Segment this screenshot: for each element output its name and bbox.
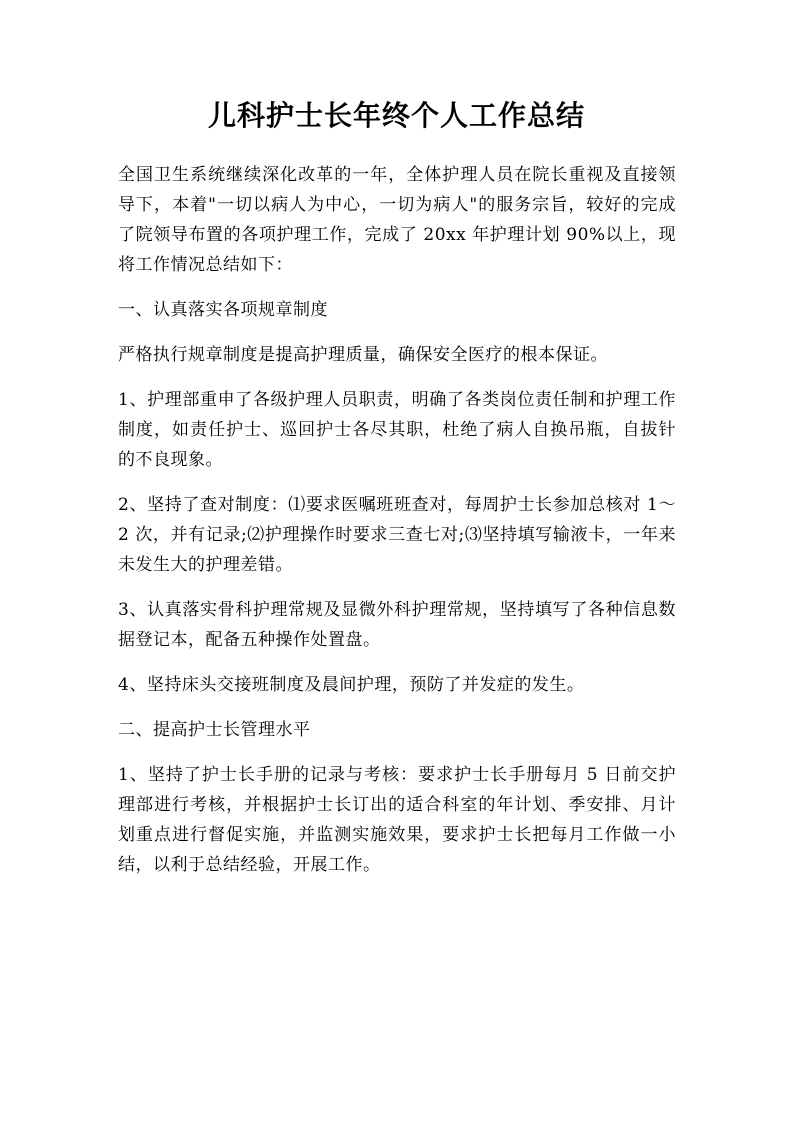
paragraph-section1-item2: 2、坚持了查对制度：⑴要求医嘱班班查对，每周护士长参加总核对 1～2 次，并有记录;⑵护理操作时要求三查七对;⑶坚持填写输液卡，一年来未发生大的护理差错。 [118, 495, 676, 575]
document-body [118, 160, 676, 895]
paragraph-section1-item1: 1、护理部重申了各级护理人员职责，明确了各类岗位责任制和护理工作制度，如责任护士、巡回护士各尽其职，杜绝了病人自换吊瓶，自拔针的不良现象。 [118, 390, 676, 470]
document-title: 儿科护士长年终个人工作总结 [207, 99, 585, 132]
section-heading-1: 一、认真落实各项规章制度 [118, 300, 328, 320]
paragraph-section1-item3: 3、认真落实骨科护理常规及显微外科护理常规，坚持填写了各种信息数据登记本，配备五种操作处置盘。 [118, 600, 676, 650]
paragraph-intro: 全国卫生系统继续深化改革的一年，全体护理人员在院长重视及直接领导下，本着"一切以病人为中心，一切为病人"的服务宗旨，较好的完成了院领导布置的各项护理工作，完成了 20xx 年护理计划 90%以上，现将工作情况总结如下： [118, 165, 676, 275]
paragraph-section2-item1: 1、坚持了护士长手册的记录与考核：要求护士长手册每月 5 日前交护理部进行考核，并根据护士长订出的适合科室的年计划、季安排、月计划重点进行督促实施，并监测实施效果，要求护士长把每月工作做一小结，以利于总结经验，开展工作。 [118, 765, 676, 875]
paragraph-section1-item4: 4、坚持床头交接班制度及晨间护理，预防了并发症的发生。 [118, 675, 585, 695]
paragraph-section1-intro: 严格执行规章制度是提高护理质量，确保安全医疗的根本保证。 [118, 345, 608, 365]
section-heading-2: 二、提高护士长管理水平 [118, 720, 311, 740]
